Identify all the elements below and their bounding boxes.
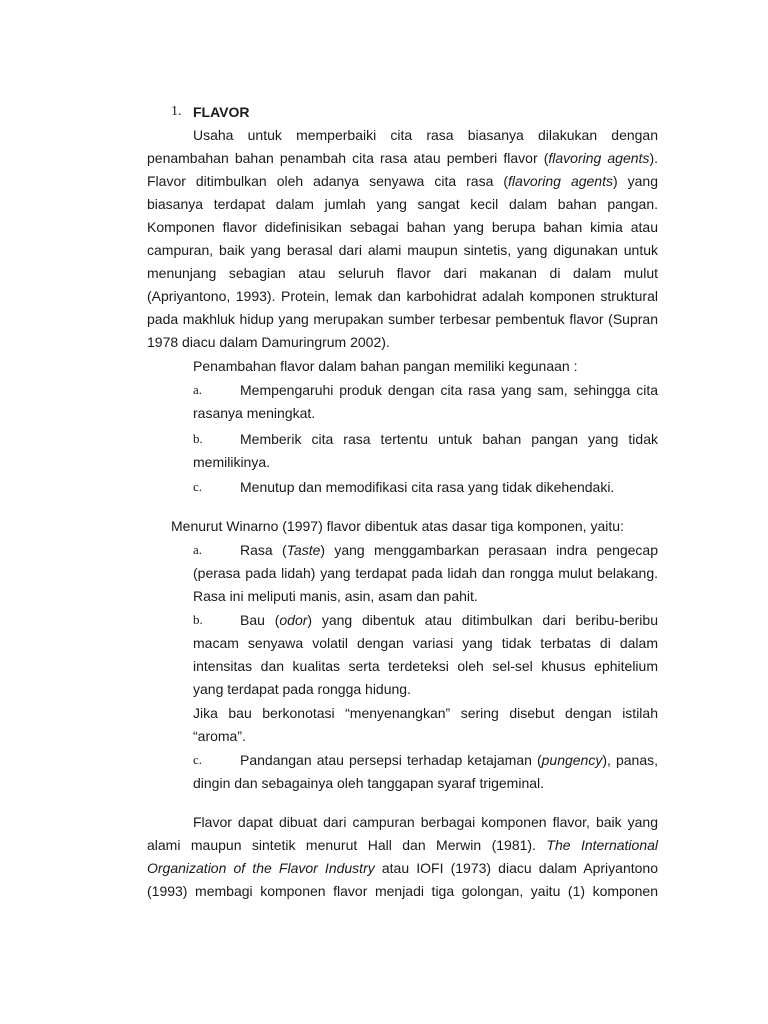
list-item-text: Menutup dan memodifikasi cita rasa yang tidak dikehendaki. [240,479,615,495]
list-item-text: intensitas dan kualitas serta terdeteksi oleh sel-sel khusus ephitelium [193,658,658,674]
paragraph-line: alami maupun sintetik menurut Hall dan Merwin (1981). The International [147,837,659,853]
list-intro: Menurut Winarno (1997) flavor dibentuk atas dasar tiga komponen, yaitu: [171,518,624,534]
paragraph-line: (1993) membagi komponen flavor menjadi tiga golongan, yaitu (1) komponen [147,883,658,899]
paragraph-line: (Apriyantono, 1993). Protein, lemak dan karbohidrat adalah komponen struktural [147,288,658,304]
section-number: 1. [171,104,182,119]
paragraph-line: penambahan bahan penambah cita rasa atau pemberi flavor (flavoring agents). [147,150,658,166]
section-title: FLAVOR [193,104,250,120]
paragraph-line: 1978 diacu dalam Damuringrum 2002). [147,334,390,350]
list-item-text: “aroma”. [193,728,246,744]
paragraph-line: campuran, baik yang berasal dari alami maupun sintetis, yang digunakan untuk [147,242,658,258]
list-item-text: yang terdapat pada rongga hidung. [193,681,411,697]
list-intro: Penambahan flavor dalam bahan pangan memiliki kegunaan : [193,358,578,374]
list-item-text: Rasa (Taste) yang menggambarkan perasaan indra pengecap [240,542,659,558]
list-marker: a. [193,542,203,557]
list-item-text: Mempengaruhi produk dengan cita rasa yang sam, sehingga cita [240,382,658,398]
list-item-text: dingin dan sebagainya oleh tanggapan syaraf trigeminal. [193,775,545,791]
list-marker: c. [193,752,203,767]
list-marker: c. [193,479,203,494]
list-marker: b. [193,431,203,446]
list-item-text: Jika bau berkonotasi “menyenangkan” sering disebut dengan istilah [193,705,658,721]
list-marker: a. [193,382,203,397]
paragraph-line: Organization of the Flavor Industry atau IOFI (1973) diacu dalam Apriyantono [147,860,658,876]
list-item-text: Bau (odor) yang dibentuk atau ditimbulkan dari beribu-beribu [240,612,658,628]
paragraph-line: Flavor dapat dibuat dari campuran berbagai komponen flavor, baik yang [193,814,658,830]
list-item-text: macam senyawa volatil dengan variasi yang tidak terbatas di dalam [193,635,658,651]
paragraph-line: Komponen flavor didefinisikan sebagai bahan yang berupa bahan kimia atau [147,219,658,235]
paragraph-line: Flavor ditimbulkan oleh adanya senyawa cita rasa (flavoring agents) yang [147,173,659,189]
list-item-text: rasanya meningkat. [193,405,316,421]
paragraph-line: pada makhluk hidup yang merupakan sumber terbesar pembentuk flavor (Supran [147,311,658,327]
paragraph-line: menunjang sebagian atau seluruh flavor dari makanan di dalam mulut [147,265,658,281]
list-item-text: (perasa pada lidah) yang terdapat pada lidah dan rongga mulut belakang. [193,565,658,581]
list-marker: b. [193,612,203,627]
list-item-text: memilikinya. [193,454,271,470]
list-item-text: Pandangan atau persepsi terhadap ketajaman (pungency), panas, [240,752,658,768]
paragraph-line: Usaha untuk memperbaiki cita rasa biasanya dilakukan dengan [193,127,658,143]
list-item-text: Memberik cita rasa tertentu untuk bahan pangan yang tidak [240,431,658,447]
list-item-text: Rasa ini meliputi manis, asin, asam dan pahit. [193,588,478,604]
paragraph-line: biasanya terdapat dalam jumlah yang sangat kecil dalam bahan pangan. [147,196,658,212]
